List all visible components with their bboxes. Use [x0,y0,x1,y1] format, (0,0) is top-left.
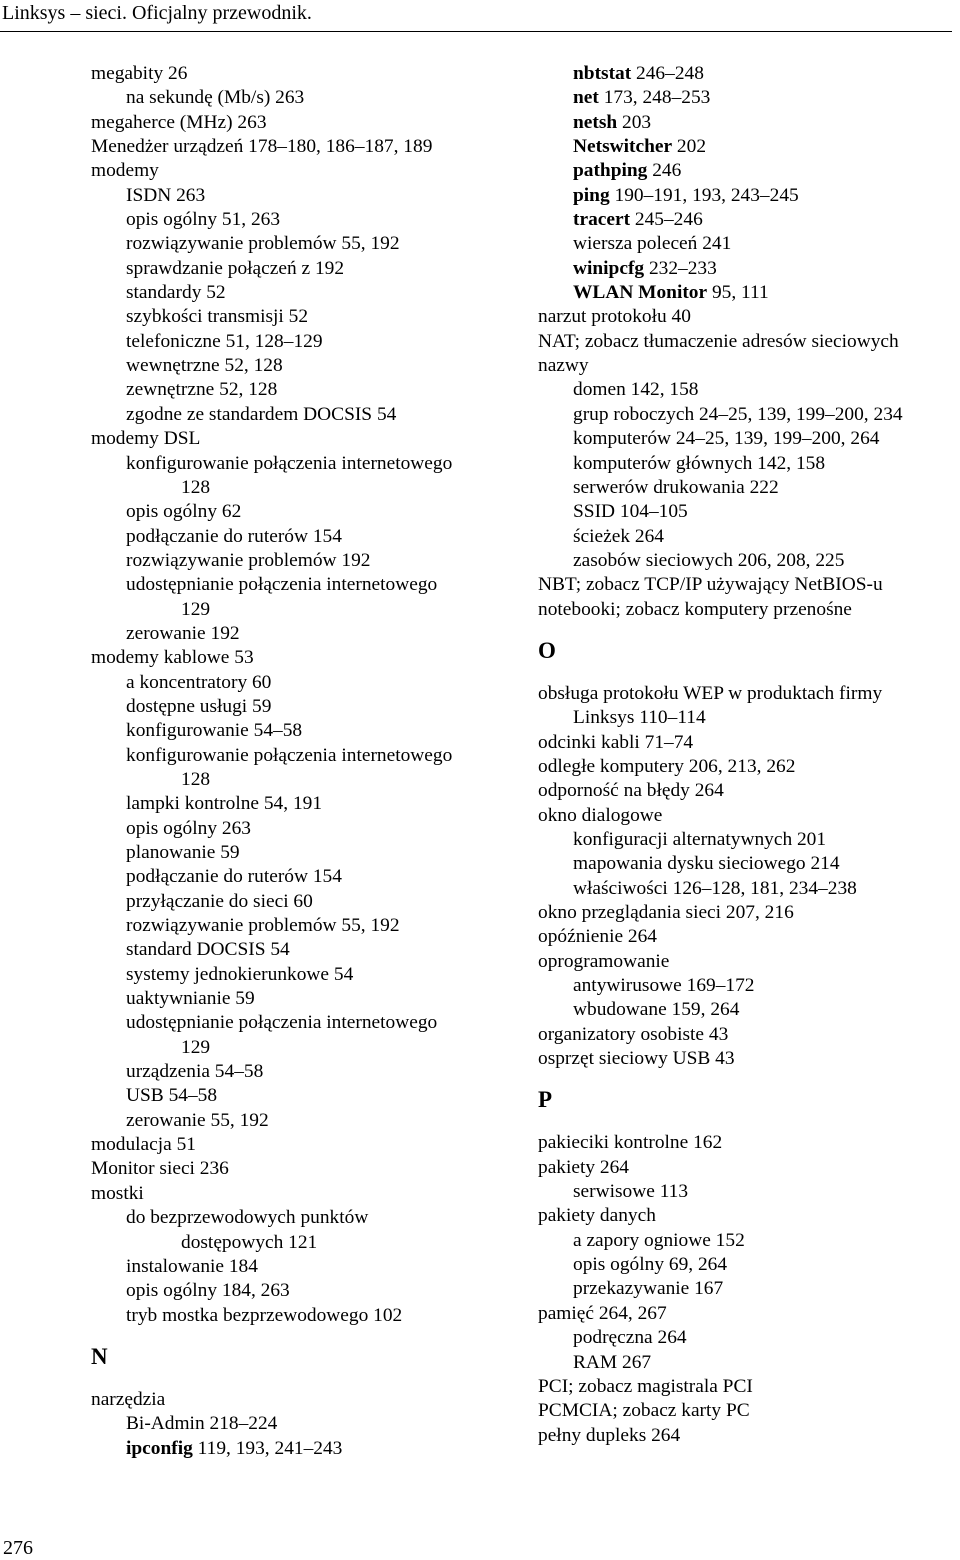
entry-text: a zapory ogniowe 152 [573,1229,745,1251]
index-entry [538,573,958,597]
entry-text: pakieciki kontrolne 162 [538,1132,723,1154]
entry-text: właściwości 126–128, 181, 234–238 [573,877,857,899]
entry-text: 190–191, 193, 243–245 [609,184,799,206]
entry-text: 129 [181,1036,211,1058]
entry-text: komputerów głównych 142, 158 [573,452,826,474]
index-subentry [538,135,958,159]
index-subentry [538,1277,958,1301]
index-column-right [538,62,958,1448]
index-entry [538,682,958,706]
index-subentry [538,998,958,1022]
index-entry-continuation [91,1036,511,1060]
index-subentry [538,706,958,730]
index-entry [538,1156,958,1180]
command-name: winipcfg [573,257,645,279]
entry-text: 95, 111 [707,282,769,304]
entry-text: planowanie 59 [126,842,240,863]
entry-text: opis ogólny 184, 263 [126,1280,290,1302]
entry-text: 218–224 [204,1413,278,1435]
entry-text: ścieżek 264 [573,525,664,547]
entry-text: nazwy [538,355,589,377]
entry-text: oprogramowanie [538,950,670,972]
entry-text: odcinki kabli 71–74 [538,731,694,753]
entry-text: Linksys 110–114 [573,707,706,729]
index-subentry [91,281,511,305]
entry-text: zerowanie 192 [126,622,240,644]
entry-text: telefoniczne 51, 128–129 [126,330,323,352]
entry-text: 246–248 [631,63,704,84]
index-subentry [91,232,511,256]
index-entry [538,779,958,803]
index-entry [538,804,958,828]
index-subentry [91,1206,511,1230]
index-entry [538,1204,958,1228]
entry-text: opis ogólny 62 [126,501,242,523]
index-subentry [538,974,958,998]
index-subentry [91,378,511,402]
entry-text: 246 [647,160,682,182]
entry-text: szybkości transmisji 52 [126,306,309,328]
index-subentry [91,354,511,378]
entry-text: NBT; zobacz TCP/IP używający NetBIOS-u [538,574,883,596]
entry-text: obsługa protokołu WEP w produktach firmy [538,682,883,704]
entry-text: osprzęt sieciowy USB 43 [538,1048,735,1070]
entry-text: pełny dupleks 264 [538,1424,681,1446]
entry-text: rozwiązywanie problemów 192 [126,549,371,571]
entry-text: PCI; zobacz magistrala PCI [538,1375,753,1397]
section-letter-o: O [538,637,556,663]
entry-text: lampki kontrolne 54, 191 [126,793,323,815]
entry-text: 232–233 [644,257,717,279]
command-name: Netswitcher [573,136,673,158]
entry-text: 129 [181,598,211,620]
section-letter-p: P [538,1087,553,1113]
index-subentry [538,476,958,500]
entry-text: konfigurowanie połączenia internetowego [126,744,453,766]
index-subentry [91,452,511,476]
command-name: WLAN Monitor [573,282,708,304]
index-subentry [91,1255,511,1279]
command-name: tracert [573,209,631,231]
index-subentry [91,914,511,938]
index-entry [538,330,958,354]
entry-text: antywirusowe 169–172 [573,975,755,997]
entry-text: podręczna 264 [573,1327,687,1349]
command-name: net [573,87,599,109]
index-subentry [538,281,958,305]
index-entry [538,950,958,974]
index-subentry [91,987,511,1011]
entry-text: USB 54–58 [126,1085,218,1107]
entry-text: narzędzia [91,1388,166,1410]
entry-text: komputerów 24–25, 139, 199–200, 264 [573,428,880,450]
entry-text: wbudowane 159, 264 [573,999,740,1021]
entry-text: opis ogólny 263 [126,817,251,839]
entry-text: opis ogólny 69, 264 [573,1254,728,1276]
index-subentry [91,938,511,962]
entry-text: 128 [181,768,211,790]
entry-text: domen 142, 158 [573,379,699,401]
index-entry [538,901,958,925]
index-entry [538,598,958,622]
index-subentry [91,330,511,354]
entry-text: odporność na błędy 264 [538,780,724,802]
index-entry-continuation [91,476,511,500]
index-entry [538,1375,958,1399]
index-subentry [91,792,511,816]
index-subentry [538,378,958,402]
index-entry [538,1399,958,1423]
running-head-title: Linksys – sieci. Oficjalny przewodnik. [0,0,952,32]
index-subentry [91,1437,511,1461]
index-subentry [538,62,958,86]
entry-text: udostępnianie połączenia internetowego [126,574,438,596]
entry-text: ISDN 263 [126,184,206,206]
entry-text: urządzenia 54–58 [126,1061,264,1083]
index-entry [91,1182,511,1206]
index-subentry [91,1060,511,1084]
index-subentry [91,1084,511,1108]
entry-text: 128 [181,476,211,498]
entry-text: zerowanie 55, 192 [126,1109,269,1131]
index-entry [538,1023,958,1047]
index-subentry [91,184,511,208]
entry-text: konfiguracji alternatywnych 201 [573,828,827,850]
entry-text: standardy 52 [126,282,226,304]
index-subentry [91,1304,511,1328]
entry-text: zgodne ze standardem DOCSIS 54 [126,403,397,425]
entry-text: przekazywanie 167 [573,1278,724,1300]
entry-text: wewnętrzne 52, 128 [126,355,283,377]
command-name: nbtstat [573,63,632,84]
index-entry [538,1424,958,1448]
entry-text: podłączanie do ruterów 154 [126,525,342,547]
index-subentry [538,111,958,135]
entry-text: serwisowe 113 [573,1181,689,1203]
index-subentry [91,86,511,110]
entry-text: megabity 26 [91,63,188,84]
entry-text: pakiety 264 [538,1156,630,1178]
entry-text: okno dialogowe [538,804,663,826]
index-subentry [538,525,958,549]
entry-text: modemy DSL [91,428,201,450]
entry-text: wiersza poleceń 241 [573,233,732,255]
index-subentry [538,257,958,281]
index-entry [91,159,511,183]
index-subentry [91,1412,511,1436]
index-entry [91,1133,511,1157]
index-subentry [91,403,511,427]
entry-text: serwerów drukowania 222 [573,476,779,498]
section-letter-n: N [91,1343,108,1369]
index-subentry [538,86,958,110]
entry-text: Monitor sieci 236 [91,1158,229,1180]
index-entry [91,646,511,670]
entry-text: do bezprzewodowych punktów [126,1207,369,1229]
index-subentry [538,1253,958,1277]
entry-text: SSID 104–105 [573,501,688,523]
entry-text: zewnętrzne 52, 128 [126,379,278,401]
entry-text: 203 [617,111,652,133]
entry-text: okno przeglądania sieci 207, 216 [538,902,794,923]
entry-text: pamięć 264, 267 [538,1302,667,1324]
entry-text: Menedżer urządzeń 178–180, 186–187, 189 [91,136,433,158]
index-subentry [538,1180,958,1204]
page-number: 276 [3,1537,33,1559]
index-subentry [91,719,511,743]
entry-text: mapowania dysku sieciowego 214 [573,853,840,875]
index-entry [91,427,511,451]
index-subentry [538,1229,958,1253]
index-subentry [91,865,511,889]
entry-text: zasobów sieciowych 206, 208, 225 [573,549,845,571]
index-subentry [91,671,511,695]
index-subentry [538,500,958,524]
index-entry [538,755,958,779]
index-entry-continuation [91,1231,511,1255]
entry-text: a koncentratory 60 [126,671,272,693]
index-subentry [91,963,511,987]
entry-text: 119, 193, 241–243 [192,1437,343,1459]
entry-text: konfigurowanie połączenia internetowego [126,452,453,474]
index-subentry [91,257,511,281]
entry-text: megaherce (MHz) 263 [91,111,267,133]
index-entry [538,354,958,378]
index-entry [538,305,958,329]
index-entry-continuation [91,768,511,792]
index-subentry [538,828,958,852]
index-subentry [91,744,511,768]
index-subentry [538,877,958,901]
index-subentry [538,159,958,183]
index-subentry [91,1011,511,1035]
entry-text: instalowanie 184 [126,1255,258,1277]
index-subentry [538,852,958,876]
command-name: ipconfig [126,1437,193,1459]
index-subentry [91,500,511,524]
index-subentry [91,573,511,597]
index-subentry [538,208,958,232]
index-subentry [91,817,511,841]
index-entry [91,1388,511,1412]
index-entry-continuation [91,598,511,622]
index-subentry [91,695,511,719]
entry-text: pakiety danych [538,1205,656,1227]
index-entry [538,1131,958,1155]
entry-text: na sekundę (Mb/s) 263 [126,87,305,109]
index-entry [538,925,958,949]
entry-text: grup roboczych 24–25, 139, 199–200, 234 [573,403,903,425]
command-name: netsh [573,111,618,133]
index-entry [91,1157,511,1181]
index-subentry [91,549,511,573]
index-subentry [538,403,958,427]
index-subentry [538,1326,958,1350]
entry-text: tryb mostka bezprzewodowego 102 [126,1304,403,1326]
entry-text: konfigurowanie 54–58 [126,720,303,742]
entry-text: mostki [91,1182,144,1204]
index-subentry [91,890,511,914]
entry-text: rozwiązywanie problemów 55, 192 [126,233,400,255]
entry-text: uaktywnianie 59 [126,988,255,1010]
entry-text: systemy jednokierunkowe 54 [126,963,354,985]
command-name: ping [573,184,610,206]
entry-text: rozwiązywanie problemów 55, 192 [126,915,400,937]
entry-text: 173, 248–253 [598,87,711,109]
tool-name: Bi-Admin [126,1413,205,1435]
index-entry [91,135,511,159]
entry-text: odległe komputery 206, 213, 262 [538,755,796,777]
entry-text: opis ogólny 51, 263 [126,209,281,231]
entry-text: dostępowych 121 [181,1231,318,1253]
entry-text: udostępnianie połączenia internetowego [126,1012,438,1034]
index-subentry [91,841,511,865]
index-entry [538,1047,958,1071]
entry-text: organizatory osobiste 43 [538,1023,729,1045]
index-entry [538,731,958,755]
index-subentry [538,232,958,256]
entry-text: opóźnienie 264 [538,926,658,948]
index-subentry [91,525,511,549]
entry-text: modemy kablowe 53 [91,647,254,669]
index-subentry [91,208,511,232]
entry-text: sprawdzanie połączeń z 192 [126,257,345,279]
index-entry [91,111,511,135]
entry-text: przyłączanie do sieci 60 [126,890,313,912]
index-subentry [91,622,511,646]
entry-text: PCMCIA; zobacz karty PC [538,1400,750,1422]
index-subentry [538,1351,958,1375]
entry-text: standard DOCSIS 54 [126,939,290,961]
entry-text: RAM 267 [573,1351,652,1373]
index-subentry [91,305,511,329]
entry-text: modemy [91,160,159,182]
entry-text: dostępne usługi 59 [126,695,272,717]
index-entry [538,1302,958,1326]
entry-text: NAT; zobacz tłumaczenie adresów sieciowych [538,330,899,352]
command-name: pathping [573,160,648,182]
entry-text: 202 [672,136,707,158]
index-subentry [538,427,958,451]
index-column-left [91,62,511,1461]
index-entry [91,62,511,86]
entry-text: podłączanie do ruterów 154 [126,866,342,888]
index-subentry [538,184,958,208]
index-subentry [538,452,958,476]
index-subentry [538,549,958,573]
index-subentry [91,1109,511,1133]
entry-text: modulacja 51 [91,1134,197,1156]
entry-text: narzut protokołu 40 [538,306,691,328]
entry-text: 245–246 [630,209,703,231]
index-subentry [91,1279,511,1303]
entry-text: notebooki; zobacz komputery przenośne [538,598,852,620]
